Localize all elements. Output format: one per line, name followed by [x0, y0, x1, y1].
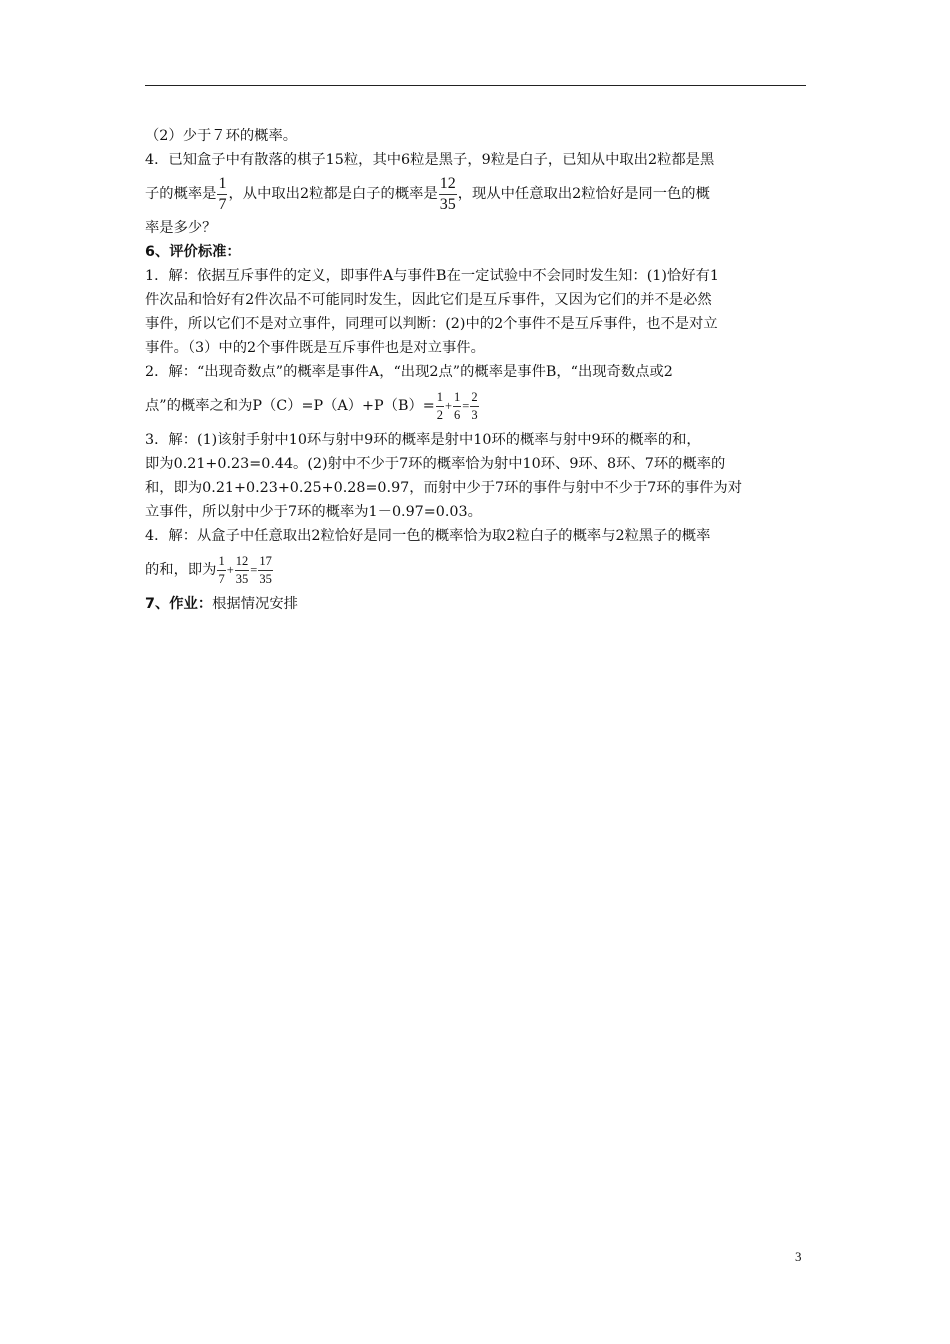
fraction: $\frac{1}{7}$	[218, 554, 225, 586]
solution-3-line2: 即为0.21+0.23=0.44。(2)射中不少于7环的概率恰为射中10环、9环、8环、7环的概率的	[145, 456, 726, 472]
solution-2-line2	[145, 384, 809, 428]
text-line: （2）少于７环的概率。	[145, 128, 298, 144]
document-body	[145, 124, 809, 616]
text-span: 点”的概率之和为P（C）=P（A）+P（B）=	[145, 398, 435, 414]
solution-1-line2: 件次品和恰好有2件次品不可能同时发生，因此它们是互斥事件，又因为它们的并不是必然	[145, 292, 712, 308]
solution-3-line3: 和，即为0.21+0.23+0.25+0.28=0.97，而射中少于7环的事件与射中不少于7环的事件为对	[145, 480, 742, 496]
equals-sign: =	[462, 399, 470, 413]
solution-1-line4: 事件。（3）中的2个事件既是互斥事件也是对立事件。	[145, 340, 485, 356]
solution-4: 4．解：从盒子中任意取出2粒恰好是同一色的概率恰为取2粒白子的概率与2粒黑子的概率	[145, 528, 711, 544]
question-4-line2	[145, 172, 809, 216]
fraction: $\frac{12}{35}$	[235, 554, 249, 586]
equals-sign: =	[250, 563, 258, 577]
section-heading-7: 7、作业：	[145, 596, 213, 612]
homework-text: 根据情况安排	[212, 596, 298, 612]
text-span: 的和，即为	[145, 562, 217, 578]
text-span: ，现从中任意取出2粒恰好是同一色的概	[457, 186, 710, 202]
question-4: 4．已知盒子中有散落的棋子15粒，其中6粒是黑子，9粒是白子，已知从中取出2粒都是黑	[145, 152, 715, 168]
solution-1-line3: 事件，所以它们不是对立事件，同理可以判断：(2)中的2个事件不是互斥事件，也不是对立	[145, 316, 718, 332]
plus-sign: +	[444, 399, 453, 413]
text-span: 子的概率是	[145, 186, 217, 202]
solution-3-line4: 立事件，所以射中少于7环的概率为1－0.97=0.03。	[145, 504, 482, 520]
solution-2: 2．解：“出现奇数点”的概率是事件A，“出现2点”的概率是事件B，“出现奇数点或2	[145, 364, 673, 380]
solution-4-line2	[145, 548, 809, 592]
text-span: ，从中取出2粒都是白子的概率是	[228, 186, 438, 202]
section-heading-6: 6、评价标准：	[145, 244, 241, 260]
solution-1: 1．解：依据互斥事件的定义，即事件A与事件B在一定试验中不会同时发生知：(1)恰好有1	[145, 268, 719, 284]
section-7	[145, 592, 809, 616]
fraction: $\frac{17}{35}$	[259, 554, 272, 586]
page-number: 3	[795, 1249, 802, 1264]
fraction: $\frac{1}{2}$	[436, 390, 443, 422]
header-rule	[145, 85, 806, 86]
question-4-line3: 率是多少？	[145, 220, 217, 236]
plus-sign: +	[226, 563, 234, 577]
fraction: $\frac{1}{6}$	[454, 390, 461, 422]
fraction-black: $\frac{1}{7}$	[218, 174, 227, 213]
solution-3: 3．解：(1)该射手射中10环与射中9环的概率是射中10环的概率与射中9环的概率的和，	[145, 432, 701, 448]
fraction-white: $\frac{12}{35}$	[439, 174, 456, 213]
fraction: $\frac{2}{3}$	[471, 390, 478, 422]
